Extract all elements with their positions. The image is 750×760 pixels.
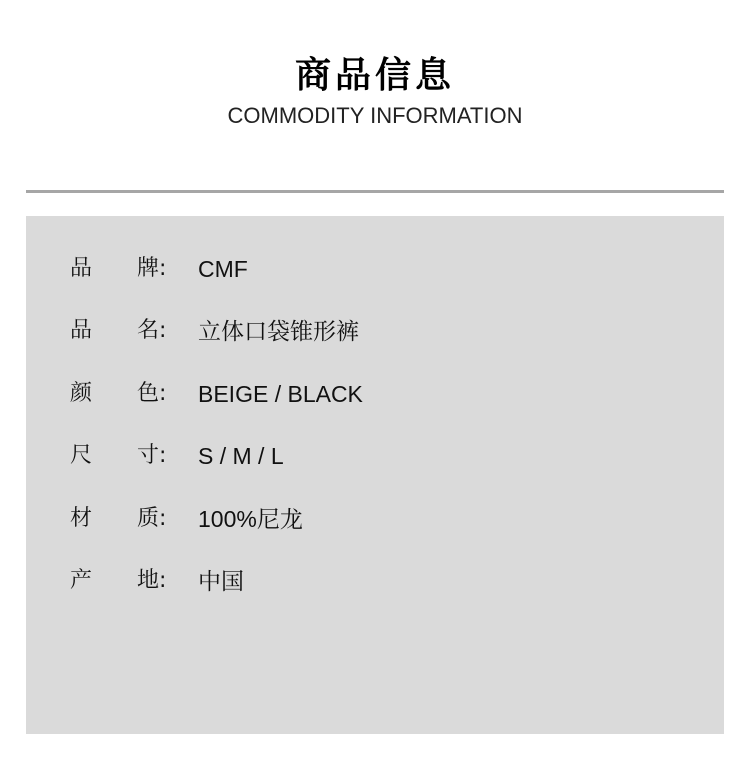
info-value: CMF [198,256,248,282]
header-divider [26,190,724,193]
info-label-part1: 材 [70,506,93,531]
info-value: 中国 [198,568,244,594]
page-subtitle: COMMODITY INFORMATION [227,103,523,128]
info-label-part2: 地: [137,568,167,593]
page-title: 商品信息 [294,55,455,96]
info-label-part1: 品 [70,256,93,281]
info-panel [26,216,724,734]
info-label-part1: 产 [70,568,93,593]
info-label-part2: 色: [137,381,167,406]
info-value: S / M / L [198,443,284,469]
info-value: 立体口袋锥形裤 [198,318,359,344]
section-header [0,52,750,130]
info-label-part2: 寸: [137,443,167,468]
info-label-part1: 尺 [70,443,93,468]
info-label-part2: 质: [137,506,167,531]
info-label-part1: 颜 [70,381,93,406]
info-value: 100%尼龙 [198,506,303,532]
info-label-part2: 牌: [137,256,167,281]
info-label-part2: 名: [137,318,167,343]
info-label-part1: 品 [70,318,93,343]
info-value: BEIGE / BLACK [198,381,363,407]
